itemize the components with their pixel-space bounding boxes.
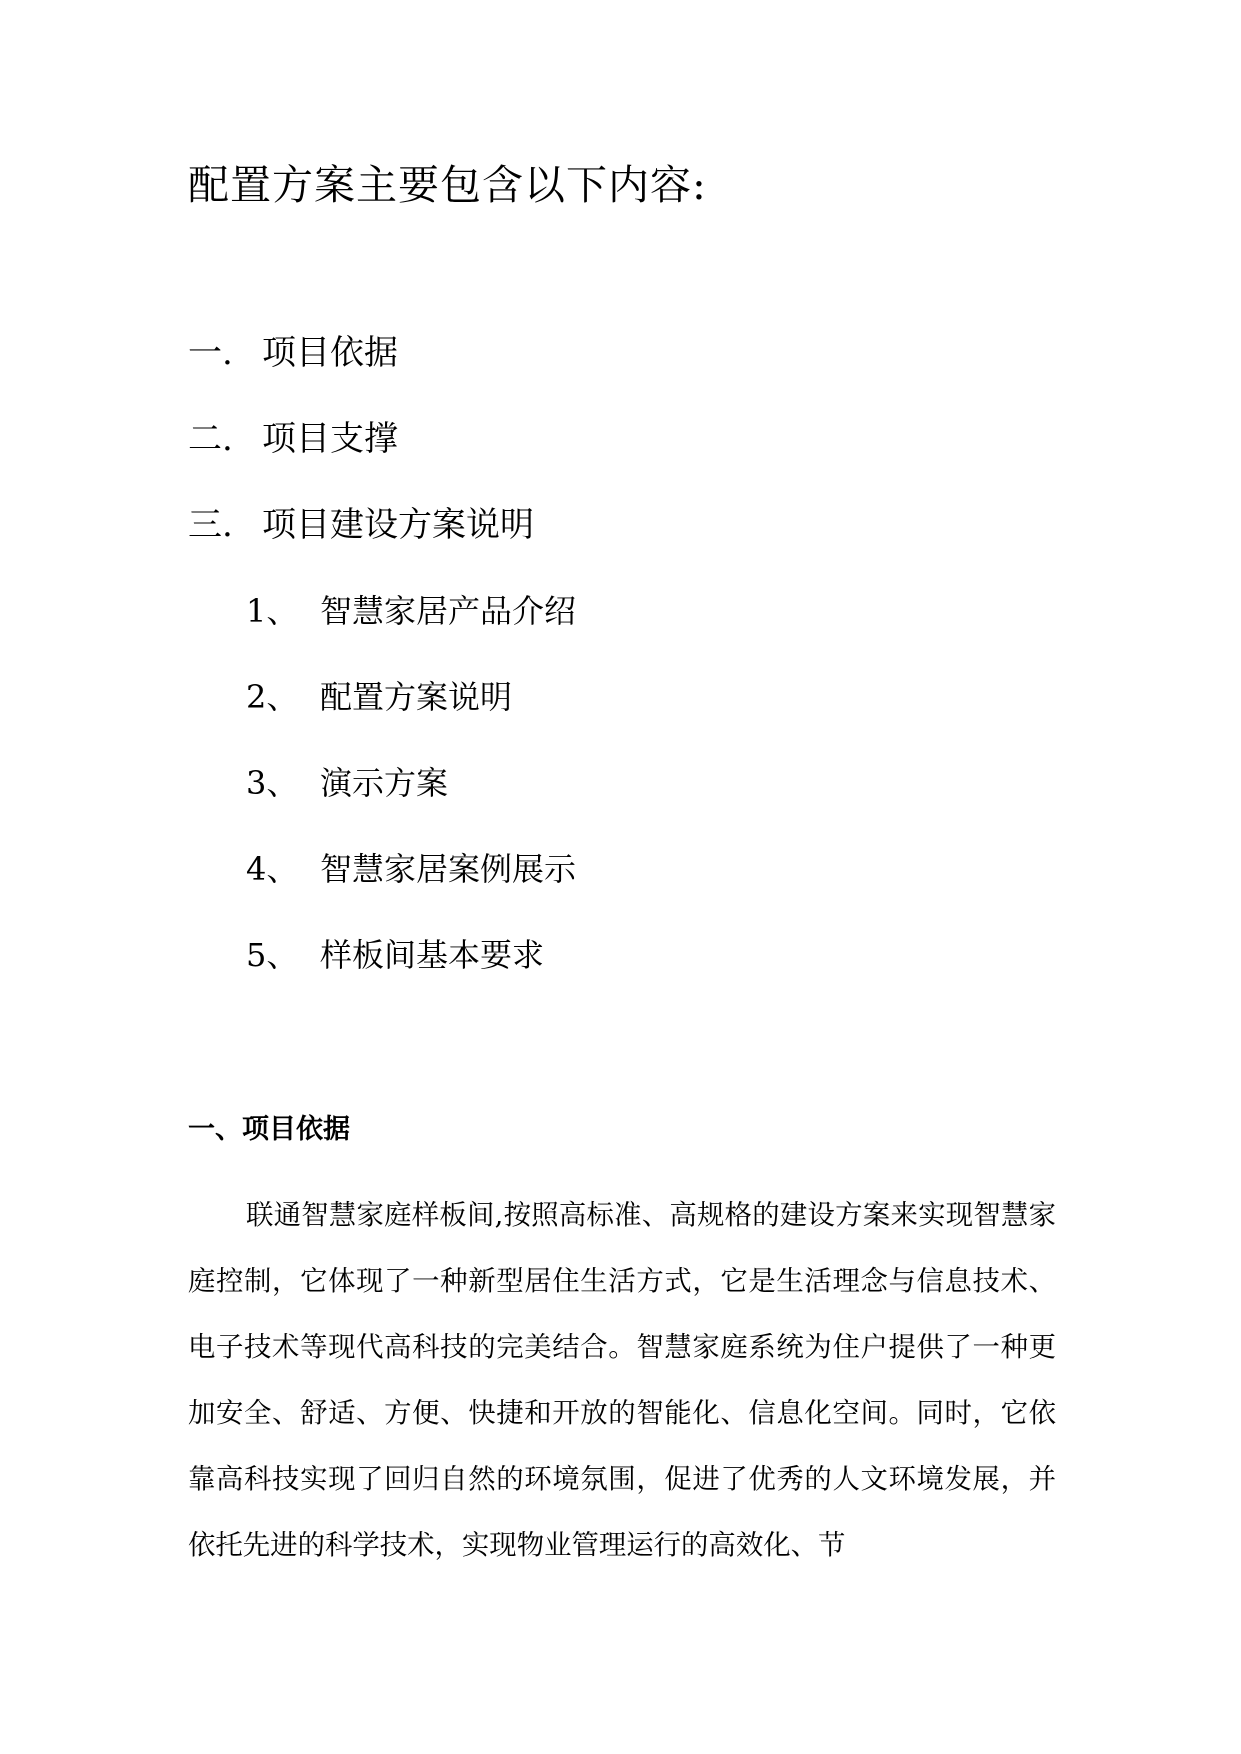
toc-item-label: 项目支撑 bbox=[262, 419, 398, 459]
toc-item bbox=[188, 497, 576, 583]
toc-subitem-label: 智慧家居案例展示 bbox=[320, 850, 577, 888]
section-heading: 一、项目依据 bbox=[188, 1114, 350, 1145]
toc-subitem-number: 4、 bbox=[246, 850, 299, 888]
toc-subitem-label: 智慧家居产品介绍 bbox=[320, 592, 577, 630]
toc-subitem bbox=[188, 583, 576, 669]
toc-subitem-number: 1、 bbox=[246, 592, 299, 630]
toc-subitem bbox=[188, 927, 576, 1013]
toc-item-label: 项目建设方案说明 bbox=[262, 505, 534, 545]
toc-item-number: 二. bbox=[188, 419, 233, 459]
toc-subitem-label: 演示方案 bbox=[320, 764, 449, 802]
toc-subitem-label: 配置方案说明 bbox=[320, 678, 513, 716]
toc-subitem bbox=[188, 841, 576, 927]
toc-item bbox=[188, 325, 576, 411]
body-paragraph: 联通智慧家庭样板间,按照高标准、高规格的建设方案来实现智慧家庭控制，它体现了一种新型居住生活方式，它是生活理念与信息技术、电子技术等现代高科技的完美结合。智慧家庭系统为住户提供了一种更加安全、舒适、方便、快捷和开放的智能化、信息化空间。同时，它依靠高科技实现了回归自然的环境氛围，促进了优秀的人文环境发展，并依托先进的科学技术，实现物业管理运行的高效化、节 bbox=[188, 1200, 1056, 1561]
toc-item-number: 一. bbox=[188, 333, 233, 373]
toc-item-label: 项目依据 bbox=[262, 333, 398, 373]
toc-subitem-number: 5、 bbox=[246, 936, 299, 974]
toc-subitem-number: 2、 bbox=[246, 678, 299, 716]
toc-item-number: 三. bbox=[188, 505, 233, 545]
toc-subitem bbox=[188, 669, 576, 755]
table-of-contents bbox=[188, 325, 576, 1013]
toc-item bbox=[188, 411, 576, 497]
toc-subitem-label: 样板间基本要求 bbox=[320, 936, 545, 974]
toc-subitem-number: 3、 bbox=[246, 764, 299, 802]
toc-subitem bbox=[188, 755, 576, 841]
page-title: 配置方案主要包含以下内容: bbox=[188, 161, 707, 209]
